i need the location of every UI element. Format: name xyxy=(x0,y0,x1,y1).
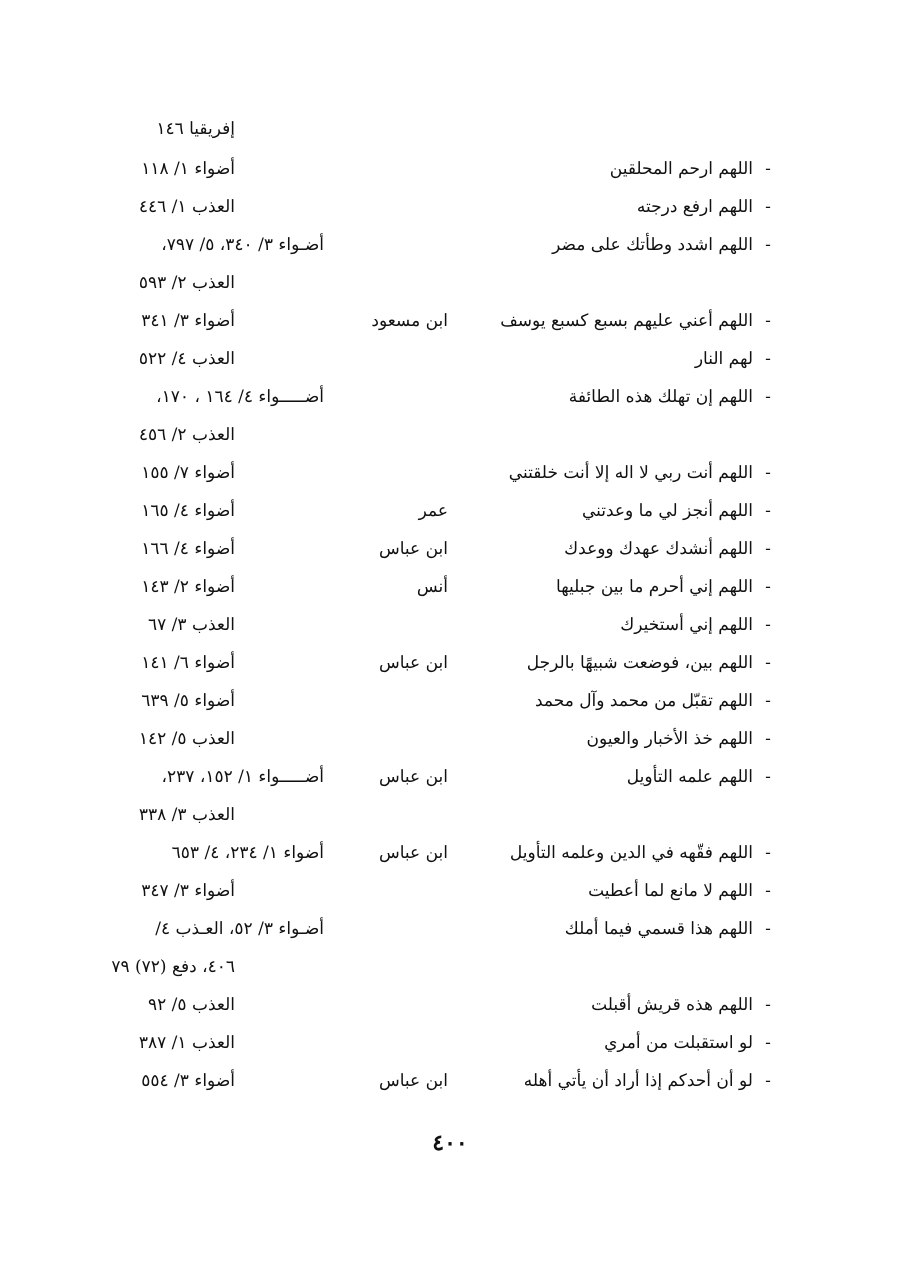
source-reference: العذب ٤/ ٥٢٢ xyxy=(138,349,235,369)
hadith-text: اللهم اشدد وطأتك على مضر xyxy=(552,235,753,255)
hadith-text: اللهم فقّهه في الدين وعلمه التأويل xyxy=(509,843,753,863)
hadith-text: اللهم أنشدك عهدك ووعدك xyxy=(564,539,753,559)
index-row xyxy=(0,758,900,796)
index-row xyxy=(0,796,900,834)
hadith-text: اللهم لا مانع لما أعطيت xyxy=(588,881,753,901)
bullet-dash: - xyxy=(765,197,771,217)
hadith-text: اللهم ارفع درجته xyxy=(636,197,753,217)
index-row xyxy=(0,150,900,188)
bullet-dash: - xyxy=(765,691,771,711)
index-row xyxy=(0,986,900,1024)
bullet-dash: - xyxy=(765,311,771,331)
hadith-text: اللهم أنجز لي ما وعدتني xyxy=(581,501,753,521)
source-reference: ٤٠٦، دفع (٧٢) ٧٩ xyxy=(111,957,235,977)
bullet-dash: - xyxy=(765,1071,771,1091)
source-reference: أضـواء ٣/ ٥٢، العـذب ٤/ xyxy=(155,919,324,939)
narrator-name: ابن عباس xyxy=(378,843,448,863)
source-reference: العذب ٢/ ٥٩٣ xyxy=(138,273,235,293)
source-reference: أضواء ٣/ ٥٥٤ xyxy=(141,1071,235,1091)
source-reference: أضـــــواء ٤/ ١٦٤ ، ١٧٠، xyxy=(156,387,324,407)
index-row xyxy=(0,492,900,530)
index-row xyxy=(0,530,900,568)
index-row xyxy=(0,264,900,302)
source-reference: أضواء ١/ ١١٨ xyxy=(141,159,235,179)
index-row xyxy=(0,1062,900,1100)
bullet-dash: - xyxy=(765,539,771,559)
narrator-name: ابن مسعود xyxy=(371,311,448,331)
source-reference: أضواء ٣/ ٣٤١ xyxy=(141,311,235,331)
source-reference: العذب ١/ ٤٤٦ xyxy=(138,197,235,217)
source-reference: العذب ٢/ ٤٥٦ xyxy=(138,425,235,445)
hadith-text: اللهم ارحم المحلقين xyxy=(609,159,753,179)
bullet-dash: - xyxy=(765,159,771,179)
narrator-name: ابن عباس xyxy=(378,653,448,673)
bullet-dash: - xyxy=(765,995,771,1015)
index-row xyxy=(0,416,900,454)
hadith-text: لو أن أحدكم إذا أراد أن يأتي أهله xyxy=(523,1071,753,1091)
index-row xyxy=(0,720,900,758)
index-row xyxy=(0,340,900,378)
bullet-dash: - xyxy=(765,843,771,863)
index-row xyxy=(0,110,900,148)
index-row xyxy=(0,568,900,606)
bullet-dash: - xyxy=(765,501,771,521)
hadith-text: اللهم بين، فوضعت شبيهًا بالرجل xyxy=(526,653,753,673)
hadith-text: اللهم هذه قريش أقبلت xyxy=(591,995,753,1015)
bullet-dash: - xyxy=(765,729,771,749)
hadith-text: اللهم أعني عليهم بسبع كسبع يوسف xyxy=(500,311,753,331)
source-reference: أضواء ٥/ ٦٣٩ xyxy=(141,691,235,711)
source-reference: أضواء ٤/ ١٦٦ xyxy=(141,539,235,559)
index-row xyxy=(0,302,900,340)
source-reference: العذب ٣/ ٦٧ xyxy=(148,615,235,635)
hadith-text: اللهم خذ الأخبار والعيون xyxy=(586,729,753,749)
index-row xyxy=(0,606,900,644)
index-row xyxy=(0,188,900,226)
bullet-dash: - xyxy=(765,653,771,673)
source-reference: العذب ٥/ ٩٢ xyxy=(148,995,235,1015)
bullet-dash: - xyxy=(765,615,771,635)
index-row xyxy=(0,834,900,872)
bullet-dash: - xyxy=(765,767,771,787)
index-row xyxy=(0,226,900,264)
source-reference: أضواء ٢/ ١٤٣ xyxy=(141,577,235,597)
bullet-dash: - xyxy=(765,387,771,407)
source-reference: أضواء ٦/ ١٤١ xyxy=(141,653,235,673)
index-row xyxy=(0,948,900,986)
bullet-dash: - xyxy=(765,881,771,901)
hadith-text: اللهم إني أحرم ما بين جبليها xyxy=(556,577,753,597)
source-reference: أضـواء ٣/ ٣٤٠، ٥/ ٧٩٧، xyxy=(161,235,324,255)
bullet-dash: - xyxy=(765,235,771,255)
index-row xyxy=(0,910,900,948)
narrator-name: ابن عباس xyxy=(378,539,448,559)
index-row xyxy=(0,644,900,682)
bullet-dash: - xyxy=(765,577,771,597)
hadith-text: اللهم إن تهلك هذه الطائفة xyxy=(568,387,753,407)
index-row xyxy=(0,872,900,910)
hadith-text: اللهم إني أستخيرك xyxy=(620,615,753,635)
bullet-dash: - xyxy=(765,919,771,939)
hadith-text: اللهم أنت ربي لا اله إلا أنت خلقتني xyxy=(508,463,753,483)
source-reference: أضواء ٧/ ١٥٥ xyxy=(141,463,235,483)
narrator-name: أنس xyxy=(416,577,448,597)
source-reference: أضواء ١/ ٢٣٤، ٤/ ٦٥٣ xyxy=(171,843,324,863)
hadith-text: اللهم تقبّل من محمد وآل محمد xyxy=(534,691,753,711)
hadith-text: اللهم هذا قسمي فيما أملك xyxy=(564,919,753,939)
index-row xyxy=(0,1024,900,1062)
source-reference: العذب ٥/ ١٤٢ xyxy=(138,729,235,749)
source-reference: أضـــــواء ١/ ١٥٢، ٢٣٧، xyxy=(161,767,324,787)
bullet-dash: - xyxy=(765,1033,771,1053)
index-row xyxy=(0,378,900,416)
index-row xyxy=(0,454,900,492)
source-reference: إفريقيا ١٤٦ xyxy=(156,119,235,139)
source-reference: العذب ٣/ ٣٣٨ xyxy=(138,805,235,825)
bullet-dash: - xyxy=(765,463,771,483)
bullet-dash: - xyxy=(765,349,771,369)
narrator-name: ابن عباس xyxy=(378,1071,448,1091)
narrator-name: عمر xyxy=(418,501,448,521)
index-row xyxy=(0,682,900,720)
page-number: ٤٠٠ xyxy=(432,1130,468,1156)
source-reference: أضواء ٤/ ١٦٥ xyxy=(141,501,235,521)
narrator-name: ابن عباس xyxy=(378,767,448,787)
hadith-text: لو استقبلت من أمري xyxy=(604,1033,753,1053)
hadith-text: اللهم علمه التأويل xyxy=(626,767,753,787)
source-reference: أضواء ٣/ ٣٤٧ xyxy=(141,881,235,901)
source-reference: العذب ١/ ٣٨٧ xyxy=(138,1033,235,1053)
hadith-text: لهم النار xyxy=(694,349,753,369)
